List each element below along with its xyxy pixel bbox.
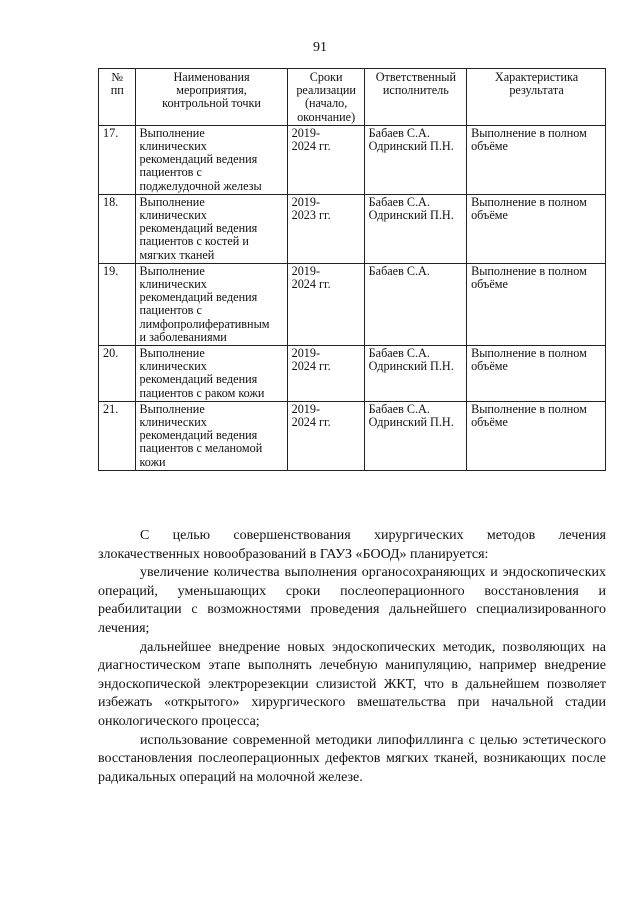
measures-table [98, 68, 606, 471]
row-period: 2019- 2024 гг. [287, 346, 364, 402]
table-row [99, 263, 606, 345]
row-number: 21. [99, 401, 136, 470]
row-result: Выполнение в полном объёме [467, 125, 606, 194]
row-responsible: Бабаев С.А. Одринский П.Н. [364, 125, 466, 194]
paragraph: С целью совершенствования хирургических методов лечения злокачественных новообразований в ГАУЗ «БООД» планируется: [98, 528, 606, 562]
table-row [99, 194, 606, 263]
header-period: Сроки реализации (начало, окончание) [287, 69, 364, 126]
row-number: 17. [99, 125, 136, 194]
row-result: Выполнение в полном объёме [467, 401, 606, 470]
row-responsible: Бабаев С.А. [364, 263, 466, 345]
row-period: 2019- 2024 гг. [287, 125, 364, 194]
row-period: 2019- 2024 гг. [287, 401, 364, 470]
row-measure-name: Выполнение клинических рекомендаций ведения пациентов с раком кожи [135, 346, 287, 402]
row-result: Выполнение в полном объёме [467, 346, 606, 402]
row-responsible: Бабаев С.А. Одринский П.Н. [364, 346, 466, 402]
row-result: Выполнение в полном объёме [467, 194, 606, 263]
paragraph: дальнейшее внедрение новых эндоскопических методик, позволяющих на диагностическом этапе выполнять лечебную манипуляцию, например внедрение эндоскопической электрорезекции слизистой ЖКТ, что в дальнейшем позволяет избежать «открытого» хирургического вмешательства при начальной стадии онкологического процесса; [98, 639, 606, 729]
row-responsible: Бабаев С.А. Одринский П.Н. [364, 401, 466, 470]
row-number: 19. [99, 263, 136, 345]
row-result: Выполнение в полном объёме [467, 263, 606, 345]
table-row [99, 346, 606, 402]
body-text [98, 527, 606, 787]
paragraph: увеличение количества выполнения органосохраняющих и эндоскопических операций, уменьшающих сроки послеоперационного восстановления и реабилитации с возможностями проведения дальнейшего специализированного лечения; [98, 565, 606, 636]
table-header-row [99, 69, 606, 126]
row-number: 18. [99, 194, 136, 263]
row-number: 20. [99, 346, 136, 402]
row-measure-name: Выполнение клинических рекомендаций ведения пациентов с поджелудочной железы [135, 125, 287, 194]
row-period: 2019- 2023 гг. [287, 194, 364, 263]
row-responsible: Бабаев С.А. Одринский П.Н. [364, 194, 466, 263]
header-result: Характеристика результата [467, 69, 606, 126]
row-measure-name: Выполнение клинических рекомендаций ведения пациентов с лимфопролиферативным и заболеваниями [135, 263, 287, 345]
paragraph: использование современной методики липофиллинга с целью эстетического восстановления послеоперационных дефектов мягких тканей, возникающих после радикальных операций на молочной железе. [98, 732, 606, 785]
row-period: 2019- 2024 гг. [287, 263, 364, 345]
page-number: 91 [313, 40, 327, 55]
table-row [99, 125, 606, 194]
header-measure-name: Наименования мероприятия, контрольной точки [135, 69, 287, 126]
row-measure-name: Выполнение клинических рекомендаций ведения пациентов с костей и мягких тканей [135, 194, 287, 263]
table-row [99, 401, 606, 470]
header-responsible: Ответственный исполнитель [364, 69, 466, 126]
header-number: № пп [99, 69, 136, 126]
row-measure-name: Выполнение клинических рекомендаций ведения пациентов с меланомой кожи [135, 401, 287, 470]
